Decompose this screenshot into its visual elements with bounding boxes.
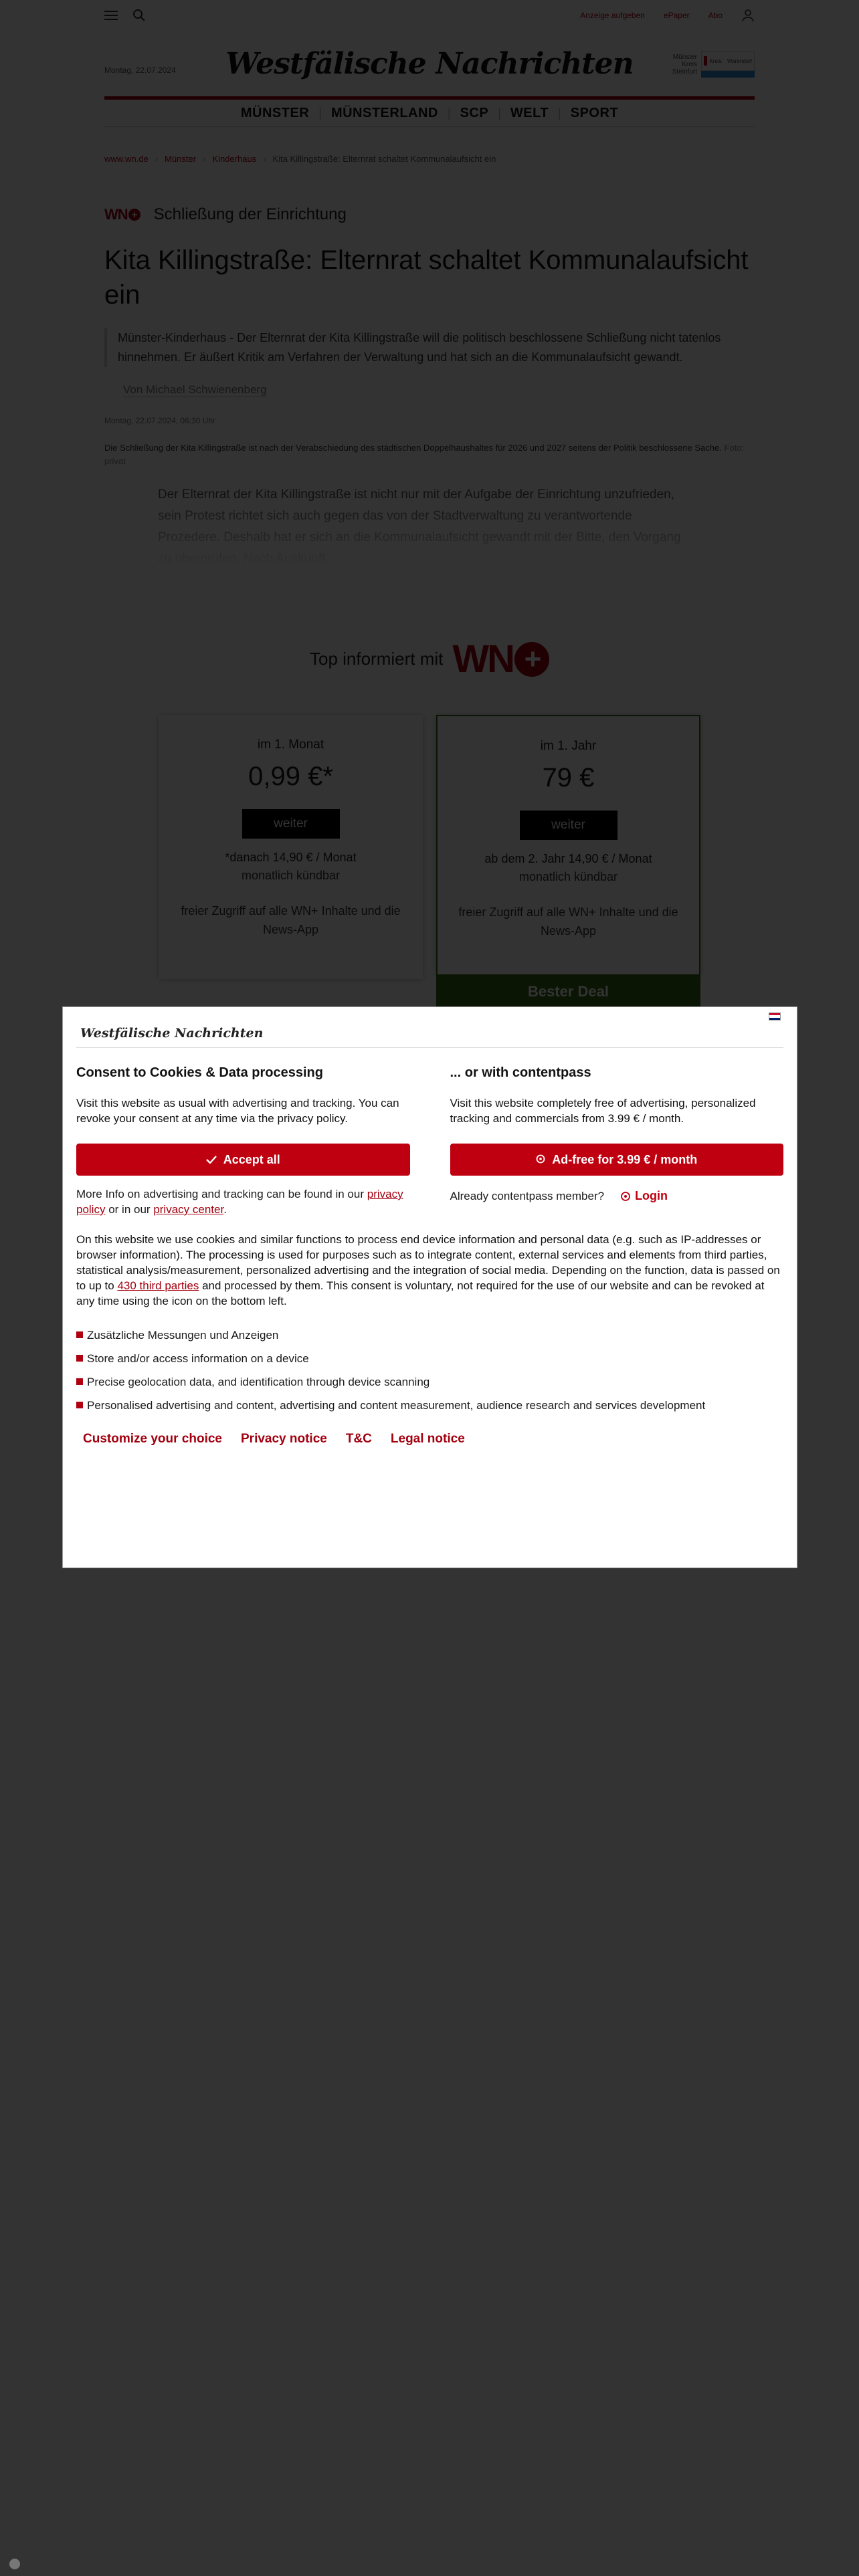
description-text: and processed by them. This consent is voluntary, not required for the use of our website and can be revoked at any time using the icon on the bottom left. xyxy=(76,1279,765,1307)
purpose-list xyxy=(76,1327,783,1413)
third-parties-link[interactable]: 430 third parties xyxy=(117,1279,199,1292)
list-item xyxy=(76,1327,783,1343)
description-text: On this website we use cookies and similar functions to process end device information and personal data (e.g. such as IP-addresses or browser information). The processing is used for purposes such as to integrate content, external services and elements from third parties, statistical analysis/measurement, personalized advertising and the integration of social media. Depending on the function, data is passed on to up to xyxy=(76,1233,780,1292)
consent-footer-links xyxy=(76,1432,783,1446)
consent-dialog xyxy=(62,1006,797,1568)
ad-free-label: Ad-free for 3.99 € / month xyxy=(552,1152,698,1166)
consent-title: Consent to Cookies & Data processing xyxy=(76,1065,323,1080)
privacy-notice-link[interactable]: Privacy notice xyxy=(241,1432,327,1446)
member-question: Already contentpass member? xyxy=(450,1189,605,1202)
terms-link[interactable]: T&C xyxy=(345,1432,372,1446)
purpose-text: Personalised advertising and content, advertising and content measurement, audience research and services development xyxy=(87,1399,706,1412)
list-item xyxy=(76,1398,783,1413)
contentpass-icon xyxy=(536,1153,545,1167)
legal-notice-link[interactable]: Legal notice xyxy=(390,1432,465,1446)
ad-free-button[interactable] xyxy=(450,1144,784,1176)
contentpass-text: Visit this website completely free of advertising, personalized tracking and commercials from 3.99 € / month. xyxy=(450,1097,756,1125)
checkmark-icon xyxy=(206,1153,217,1167)
purpose-text: Precise geolocation data, and identification through device scanning xyxy=(87,1376,430,1388)
consent-left-column xyxy=(76,1065,410,1217)
language-flag-icon[interactable] xyxy=(769,1012,781,1021)
privacy-center-link[interactable]: privacy center xyxy=(153,1203,224,1216)
list-item xyxy=(76,1374,783,1390)
purpose-text: Store and/or access information on a device xyxy=(87,1352,309,1365)
info-text: . xyxy=(223,1203,227,1216)
consent-logo: Westfälische Nachrichten xyxy=(76,1026,783,1048)
login-label: Login xyxy=(635,1189,668,1202)
privacy-policy-link[interactable]: privacy policy xyxy=(76,1188,403,1216)
bullet-icon xyxy=(76,1355,83,1362)
accept-all-button[interactable] xyxy=(76,1144,410,1176)
bullet-icon xyxy=(76,1378,83,1385)
purpose-text: Zusätzliche Messungen und Anzeigen xyxy=(87,1329,279,1341)
privacy-settings-icon[interactable] xyxy=(9,2559,20,2569)
contentpass-icon xyxy=(620,1191,631,1202)
contentpass-title: ... or with contentpass xyxy=(450,1065,591,1080)
accept-all-label: Accept all xyxy=(223,1152,280,1166)
info-text: More Info on advertising and tracking can be found in our xyxy=(76,1188,364,1200)
consent-description xyxy=(76,1232,783,1309)
login-button[interactable] xyxy=(620,1189,668,1203)
list-item xyxy=(76,1351,783,1366)
customize-choice-link[interactable]: Customize your choice xyxy=(83,1432,222,1446)
consent-text: Visit this website as usual with advertising and tracking. You can revoke your consent at any time via the privacy policy. xyxy=(76,1097,399,1125)
consent-right-column xyxy=(450,1065,784,1217)
info-text: or in our xyxy=(108,1203,151,1216)
bullet-icon xyxy=(76,1331,83,1338)
bullet-icon xyxy=(76,1402,83,1408)
more-info-text xyxy=(76,1186,410,1217)
